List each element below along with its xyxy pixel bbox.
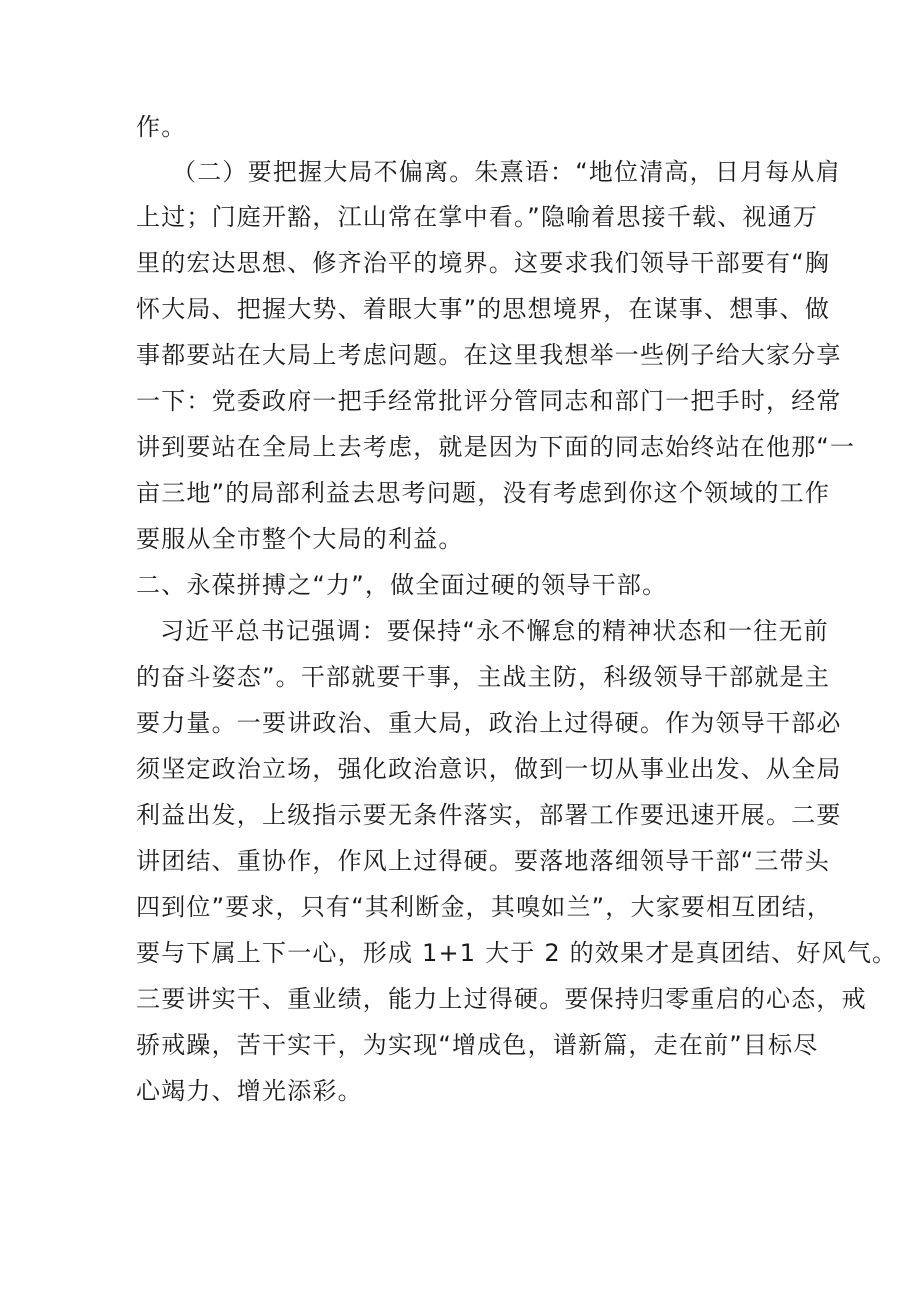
paragraph-line-5: 怀大局、把握大势、着眼大事”的思想境界，在谋事、想事、做 [136, 295, 831, 323]
paragraph-line-21: 骄戒躁，苦干实干，为实现“增成色，谱新篇，走在前”目标尽 [136, 1031, 819, 1059]
section-heading-two: 二、永葆拼搏之“力”，做全面过硬的领导干部。 [136, 571, 668, 599]
paragraph-line-19: 要与下属上下一心，形成 1+1 大于 2 的效果才是真团结、好风气。 [136, 939, 898, 967]
paragraph-line-20: 三要讲实干、重业绩，能力上过得硬。要保持归零重启的心态，戒 [136, 985, 867, 1013]
paragraph-line-14: 要力量。一要讲政治、重大局，政治上过得硬。作为领导干部必 [136, 709, 842, 737]
section-heading-2: （二）要把握大局不偏离。朱熹语：“地位清高，日月每从肩 [172, 158, 841, 186]
paragraph-line-9: 亩三地”的局部利益去思考问题，没有考虑到你这个领域的工作 [136, 479, 831, 507]
paragraph-line-16: 利益出发，上级指示要无条件落实，部署工作要迅速开展。二要 [136, 801, 842, 829]
paragraph-line-3: 上过；门庭开豁，江山常在掌中看。”隐喻着思接千载、视通万 [136, 203, 819, 231]
paragraph-line-8: 讲到要站在全局上去考虑，就是因为下面的同志始终站在他那“一 [136, 433, 856, 461]
paragraph-line-13: 的奋斗姿态”。干部就要干事，主战主防，科级领导干部就是主 [136, 663, 831, 691]
paragraph-line-18: 四到位”要求，只有“其利断金，其嗅如兰”，大家要相互团结， [136, 893, 833, 921]
paragraph-line-12: 习近平总书记强调：要保持“永不懈怠的精神状态和一往无前 [160, 617, 829, 645]
paragraph-line-6: 事都要站在大局上考虑问题。在这里我想举一些例子给大家分享 [136, 341, 842, 369]
paragraph-line-22: 心竭力、增光添彩。 [136, 1077, 363, 1105]
paragraph-line-17: 讲团结、重协作，作风上过得硬。要落地落细领导干部“三带头 [136, 847, 831, 875]
paragraph-line-4: 里的宏达思想、修齐治平的境界。这要求我们领导干部要有“胸 [136, 249, 831, 277]
paragraph-line-7: 一下：党委政府一把手经常批评分管同志和部门一把手时，经常 [136, 387, 842, 415]
paragraph-line-15: 须坚定政治立场，强化政治意识，做到一切从事业出发、从全局 [136, 755, 842, 783]
paragraph-line-1: 作。 [136, 113, 187, 141]
paragraph-line-10: 要服从全市整个大局的利益。 [136, 525, 464, 553]
